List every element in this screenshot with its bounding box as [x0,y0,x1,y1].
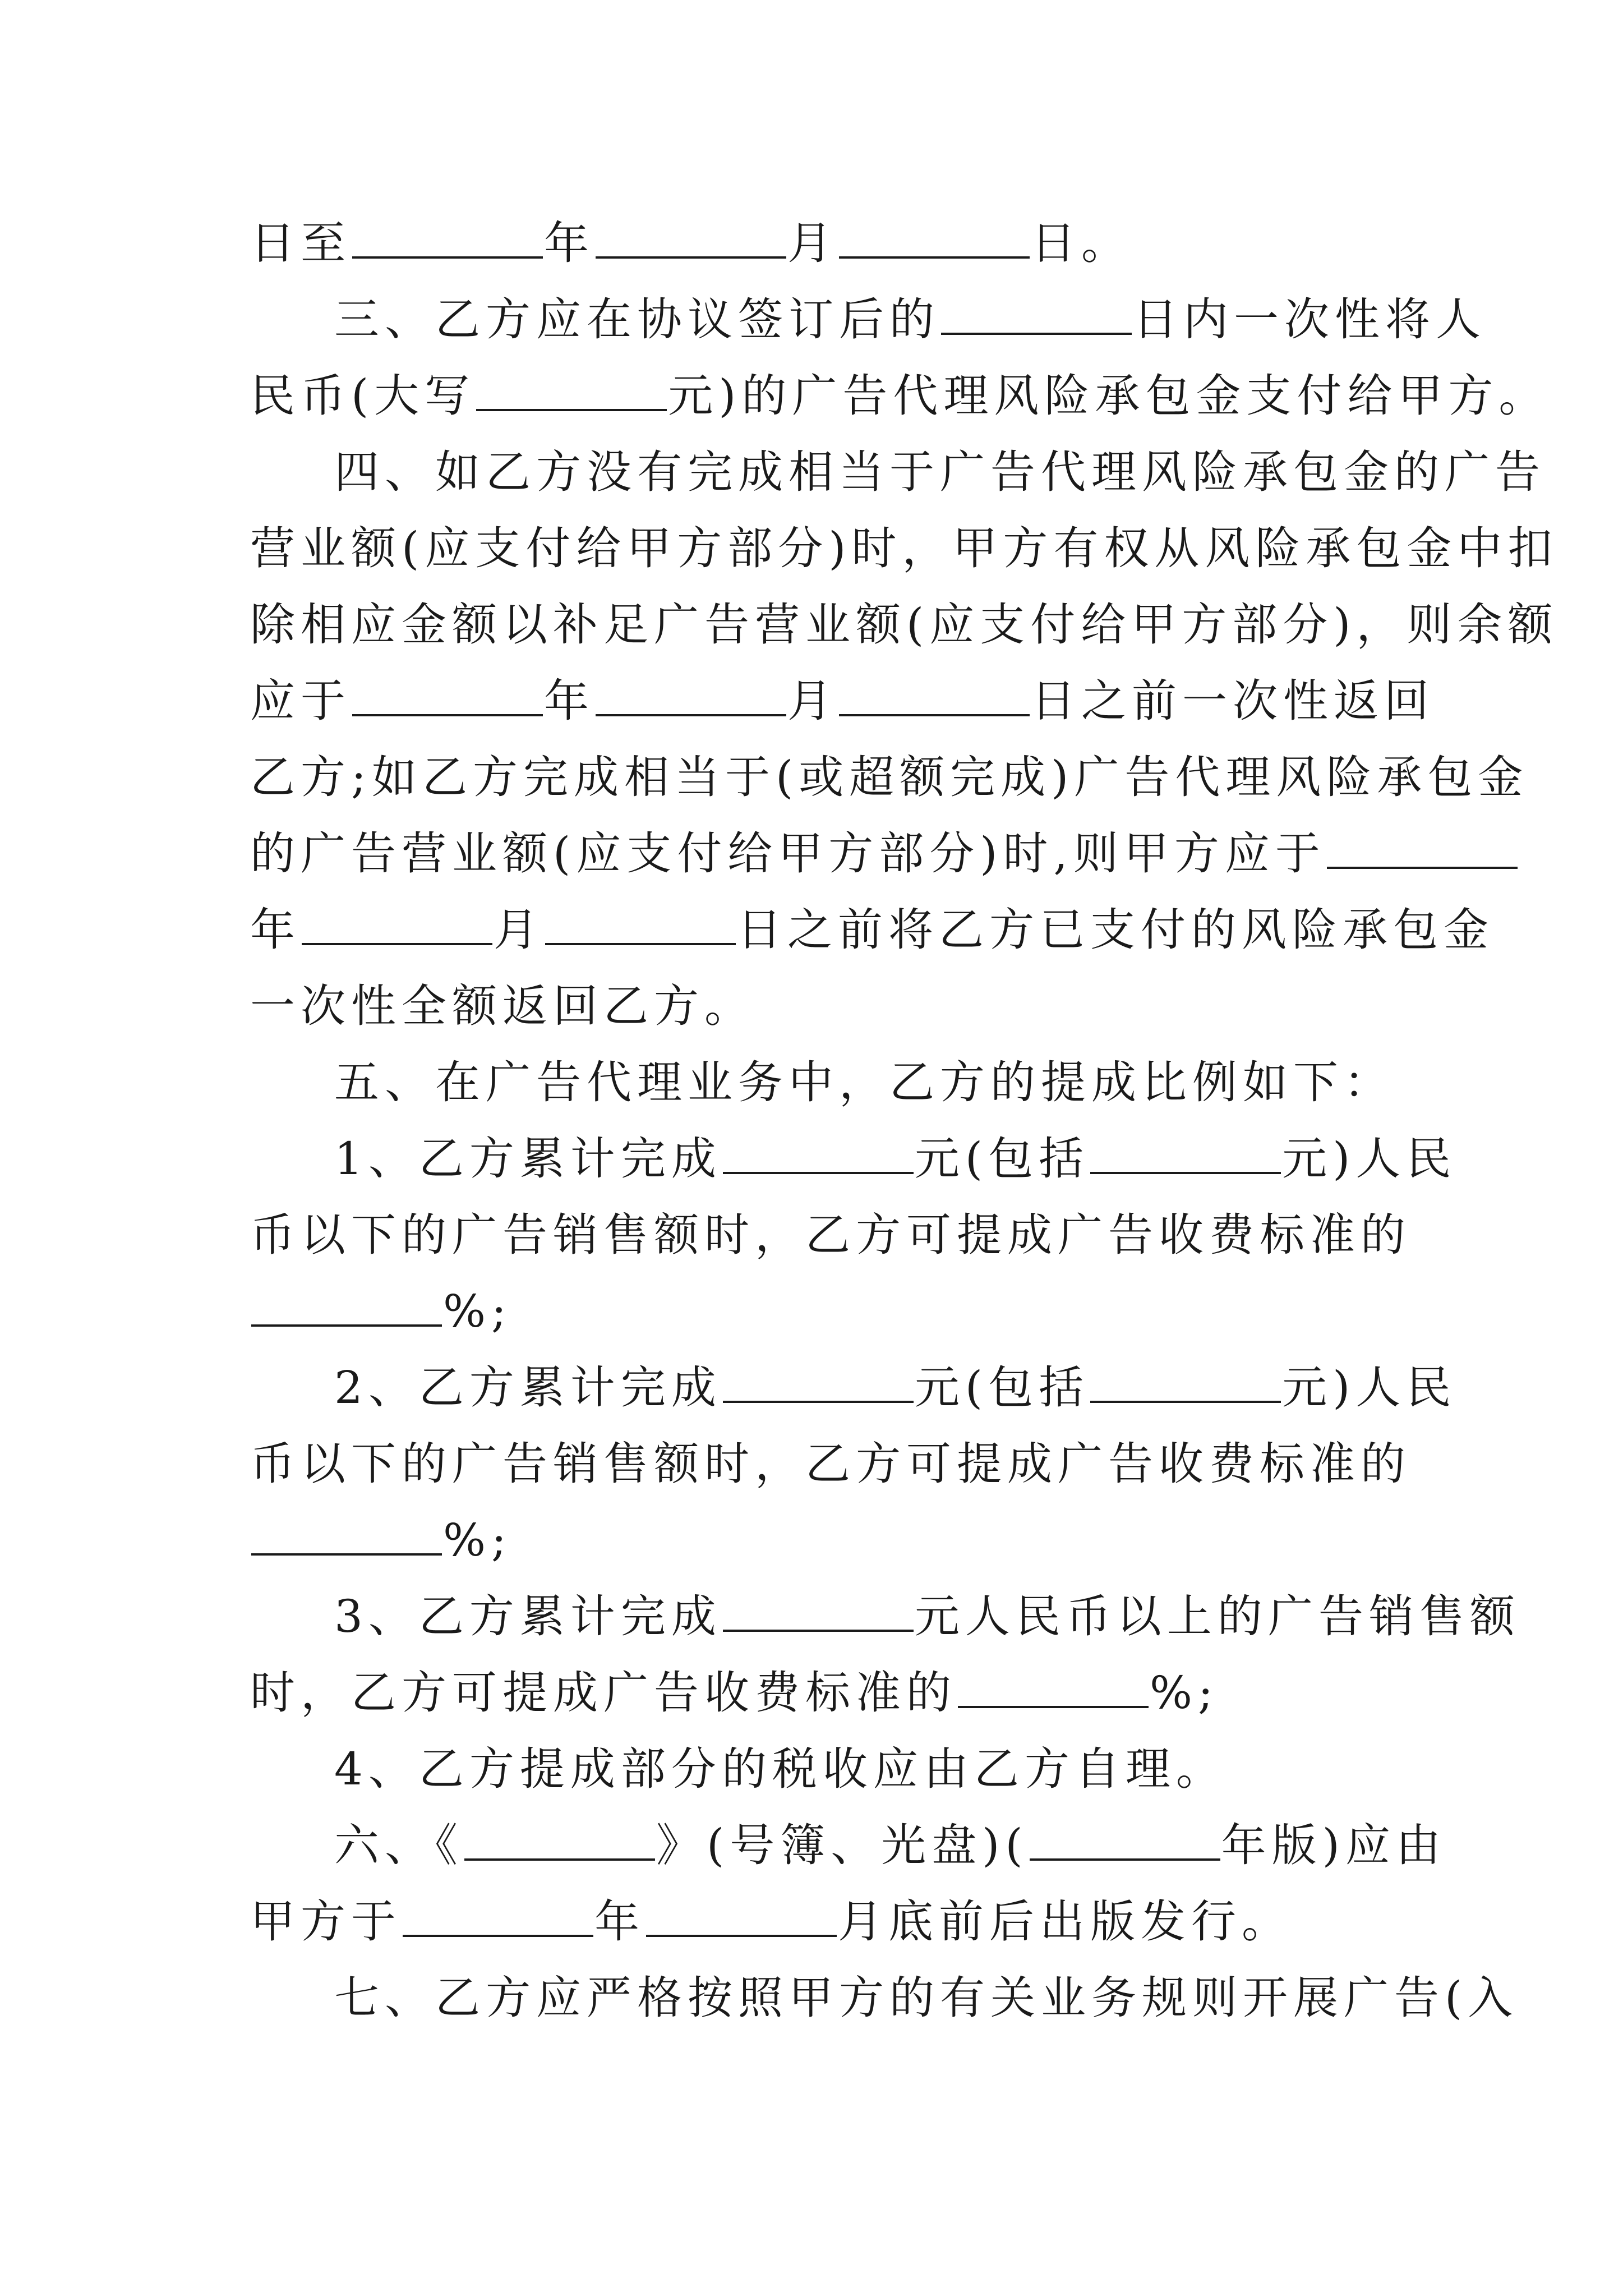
fill-in-blank[interactable] [251,1292,442,1327]
text-segment: 4、乙方提成部分的税收应由乙方自理。 [334,1743,1227,1795]
text-segment: 甲方于 [250,1895,402,1948]
text-line-1 [250,204,1383,283]
text-segment: 元)人民 [1282,1133,1457,1185]
fill-in-blank[interactable] [723,1368,914,1403]
text-line-21 [334,1730,1467,1809]
text-line-22 [334,1806,1467,1885]
text-line-14 [250,1196,1411,1274]
text-segment: 除相应金额以补足广告营业额(应支付给甲方部分)，则余额 [250,599,1559,651]
fill-in-blank[interactable] [839,224,1030,259]
text-segment: 日。 [1031,217,1132,269]
text-segment: %; [443,1285,512,1337]
text-line-8 [250,738,1529,817]
text-segment: 月 [494,904,544,956]
text-segment: 元)的广告代理风险承包金支付给甲方。 [668,370,1550,422]
text-segment: 币以下的广告销售额时，乙方可提成广告收费标准的 [250,1209,1411,1261]
text-segment: 一次性全额返回乙方。 [250,980,755,1032]
text-segment: 3、乙方累计完成 [334,1590,722,1642]
text-segment: 年 [544,675,594,727]
text-segment: 月 [787,675,838,727]
text-line-10 [250,891,1494,969]
text-segment: 六、《 [334,1819,463,1871]
text-segment: 日至 [250,217,351,269]
fill-in-blank[interactable] [596,682,786,716]
fill-in-blank[interactable] [1327,834,1518,869]
text-segment: 年 [544,217,594,269]
text-segment: 四、如乙方没有完成相当于广告代理风险承包金的广告 [334,446,1546,498]
text-segment: 七、乙方应严格按照甲方的有关业务规则开展广告(入 [334,1972,1519,2024]
fill-in-blank[interactable] [723,1597,914,1632]
text-segment: 年版)应由 [1221,1819,1446,1871]
fill-in-blank[interactable] [596,224,786,259]
text-line-11 [250,967,1383,1046]
text-line-9 [250,815,1383,893]
text-line-3 [250,357,1550,435]
fill-in-blank[interactable] [403,1902,593,1937]
text-segment: 三、乙方应在协议签订后的 [334,293,940,346]
text-line-13 [334,1120,1467,1198]
text-line-16 [334,1349,1467,1427]
text-segment: 年 [594,1895,645,1948]
fill-in-blank[interactable] [545,910,736,945]
text-segment: 币以下的广告销售额时，乙方可提成广告收费标准的 [250,1438,1411,1490]
text-line-24 [334,1959,1519,2037]
text-line-2 [334,280,1486,359]
fill-in-blank[interactable] [1030,1826,1220,1861]
text-segment: 乙方;如乙方完成相当于(或超额完成)广告代理风险承包金 [250,751,1529,803]
text-segment: 时，乙方可提成广告收费标准的 [250,1667,957,1719]
text-segment: 日之前将乙方已支付的风险承包金 [737,904,1494,956]
fill-in-blank[interactable] [302,910,492,945]
fill-in-blank[interactable] [1090,1368,1281,1403]
text-line-23 [250,1883,1383,1961]
text-segment: 月底前后出版发行。 [838,1895,1292,1948]
fill-in-blank[interactable] [839,682,1030,716]
fill-in-blank[interactable] [958,1673,1149,1708]
text-line-20 [250,1654,1383,1732]
text-line-15 [250,1272,1383,1351]
fill-in-blank[interactable] [464,1826,655,1861]
text-segment: 的广告营业额(应支付给甲方部分)时,则甲方应于 [250,827,1326,880]
text-segment: 1、乙方累计完成 [334,1133,722,1185]
fill-in-blank[interactable] [352,682,543,716]
text-segment: 》(号簿、光盘)( [656,1819,1029,1871]
text-segment: 2、乙方累计完成 [334,1361,722,1414]
text-segment: 元人民币以上的广告销售额 [914,1590,1520,1642]
text-segment: 元)人民 [1282,1361,1457,1414]
text-segment: 元(包括 [914,1133,1090,1185]
text-segment: 日之前一次性返回 [1031,675,1435,727]
text-line-7 [250,662,1435,740]
fill-in-blank[interactable] [476,376,667,411]
fill-in-blank[interactable] [941,300,1132,335]
text-line-19 [334,1577,1520,1656]
text-line-18 [250,1501,1383,1580]
text-line-12 [334,1043,1467,1122]
text-line-6 [250,586,1559,664]
text-segment: %; [443,1514,512,1566]
text-segment: 日内一次性将人 [1133,293,1486,346]
text-segment: 元(包括 [914,1361,1090,1414]
fill-in-blank[interactable] [646,1902,837,1937]
text-segment: 五、在广告代理业务中，乙方的提成比例如下： [334,1056,1394,1108]
text-line-5 [250,509,1559,588]
fill-in-blank[interactable] [352,224,543,259]
text-segment: %; [1150,1667,1219,1719]
text-segment: 月 [787,217,838,269]
text-segment: 民币(大写 [250,370,476,422]
text-segment: 年 [250,904,301,956]
text-line-17 [250,1425,1411,1503]
fill-in-blank[interactable] [723,1139,914,1174]
text-line-4 [334,433,1546,512]
text-segment: 营业额(应支付给甲方部分)时，甲方有权从风险承包金中扣 [250,522,1559,574]
text-segment: 应于 [250,675,351,727]
fill-in-blank[interactable] [1090,1139,1281,1174]
fill-in-blank[interactable] [251,1521,442,1556]
